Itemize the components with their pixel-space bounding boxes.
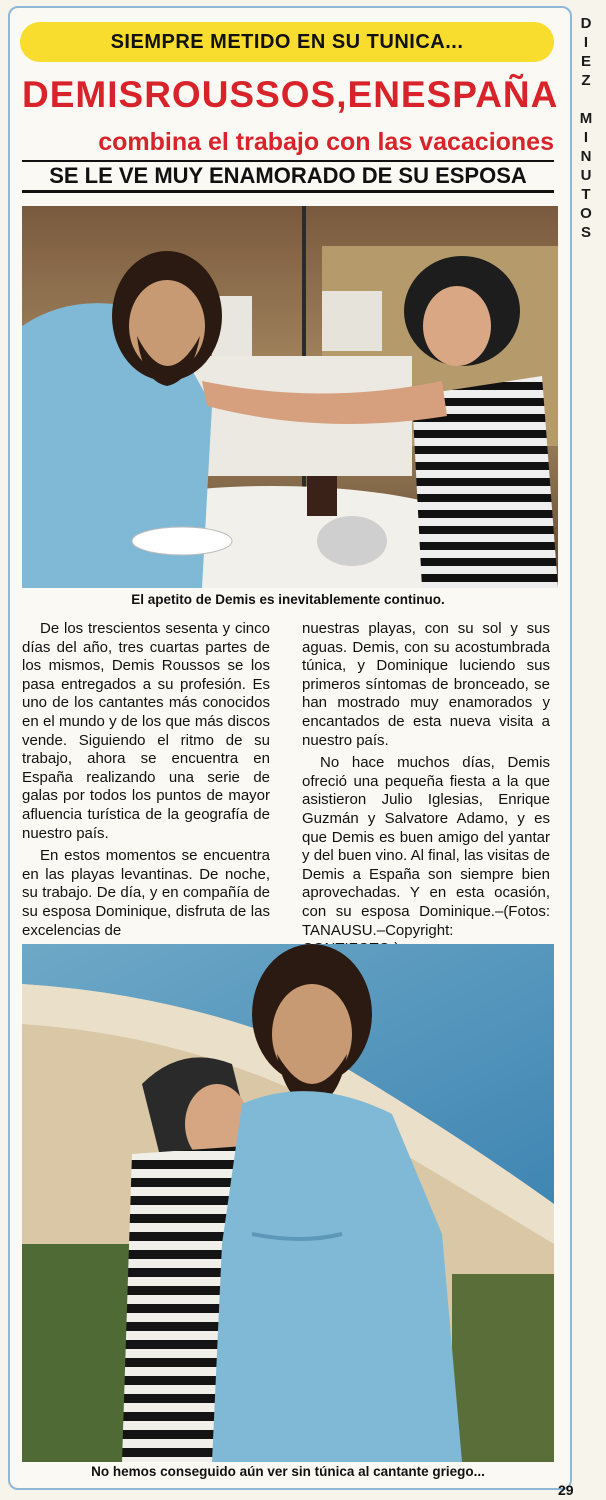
headline-word: DEMIS xyxy=(22,74,145,115)
side-label-letter: N xyxy=(580,148,594,165)
photo-beach xyxy=(22,944,554,1462)
kicker-banner xyxy=(20,22,554,62)
side-label-letter: D xyxy=(580,15,594,32)
body-paragraph: En estos momentos se encuentra en las playas levantinas. De noche, su trabajo. De día, y en compañía de su esposa Dominique, disfruta de las excelencias de xyxy=(22,847,270,939)
photo-top-caption: El apetito de Demis es inevitablemente continuo. xyxy=(131,592,445,607)
side-label-letter: O xyxy=(580,205,594,222)
side-label-letter: I xyxy=(583,129,591,146)
side-label-letter: M xyxy=(579,110,595,127)
side-label-letter: U xyxy=(580,167,594,184)
photo-bottom-caption: No hemos conseguido aún ver sin túnica al cantante griego... xyxy=(91,1464,485,1479)
page-number: 29 xyxy=(558,1482,574,1498)
subheadline: combina el trabajo con las vacaciones xyxy=(98,128,554,156)
headline-word: ESPAÑA xyxy=(400,74,559,115)
body-column-1 xyxy=(22,620,270,944)
side-label-letter xyxy=(574,90,600,109)
kicker-text: SIEMPRE METIDO EN SU TUNICA... xyxy=(110,30,464,53)
headline-word: EN xyxy=(347,74,401,115)
magazine-side-label xyxy=(574,14,600,242)
headline xyxy=(22,74,559,126)
side-label-letter: S xyxy=(580,224,593,241)
tagline: SE LE VE MUY ENAMORADO DE SU ESPOSA xyxy=(49,163,527,188)
body-column-2 xyxy=(302,620,550,963)
side-label-letter: Z xyxy=(581,72,593,89)
side-label-text xyxy=(574,14,600,242)
side-label-letter: I xyxy=(583,34,591,51)
rule-bottom xyxy=(22,190,554,193)
photo-cafe-table xyxy=(22,206,558,588)
body-paragraph: No hace muchos días, Demis ofreció una pequeña fiesta a la que asistieron Julio Iglesias, Enrique Guzmán y Salvatore Adamo, y es que Demis es buen amigo del yantar y del buen vino. Al final, las visitas de Demis a España son siempre bien aprovechadas. Y en esta ocasión, con su esposa Dominique.–(Fotos: TANAUSU.–Copyright: xyxy=(302,754,550,939)
headline-word: ROUSSOS, xyxy=(144,74,348,115)
side-label-letter: T xyxy=(581,186,593,203)
body-paragraph: De los trescientos sesenta y cinco días del año, tres cuartas partes de los mismos, Demis Roussos se los pasa entregados a su profesión. Es uno de los cantantes más conocidos en el mundo y de los que más discos vende. Siguiendo el ritmo de su trabajo, ahora se encuentra en España realizando una serie de galas por todos los puntos de mayor afluencia turística de la geografía de nuestro país. xyxy=(22,620,270,842)
side-label-letter: E xyxy=(580,53,593,70)
body-paragraph: nuestras playas, con su sol y sus aguas. Demis, con su acostumbrada túnica, y Dominique luciendo sus primeros síntomas de bronceado, se han mostrado muy enamorados y encantados de esta nueva visita a nuestro país. xyxy=(302,620,550,749)
